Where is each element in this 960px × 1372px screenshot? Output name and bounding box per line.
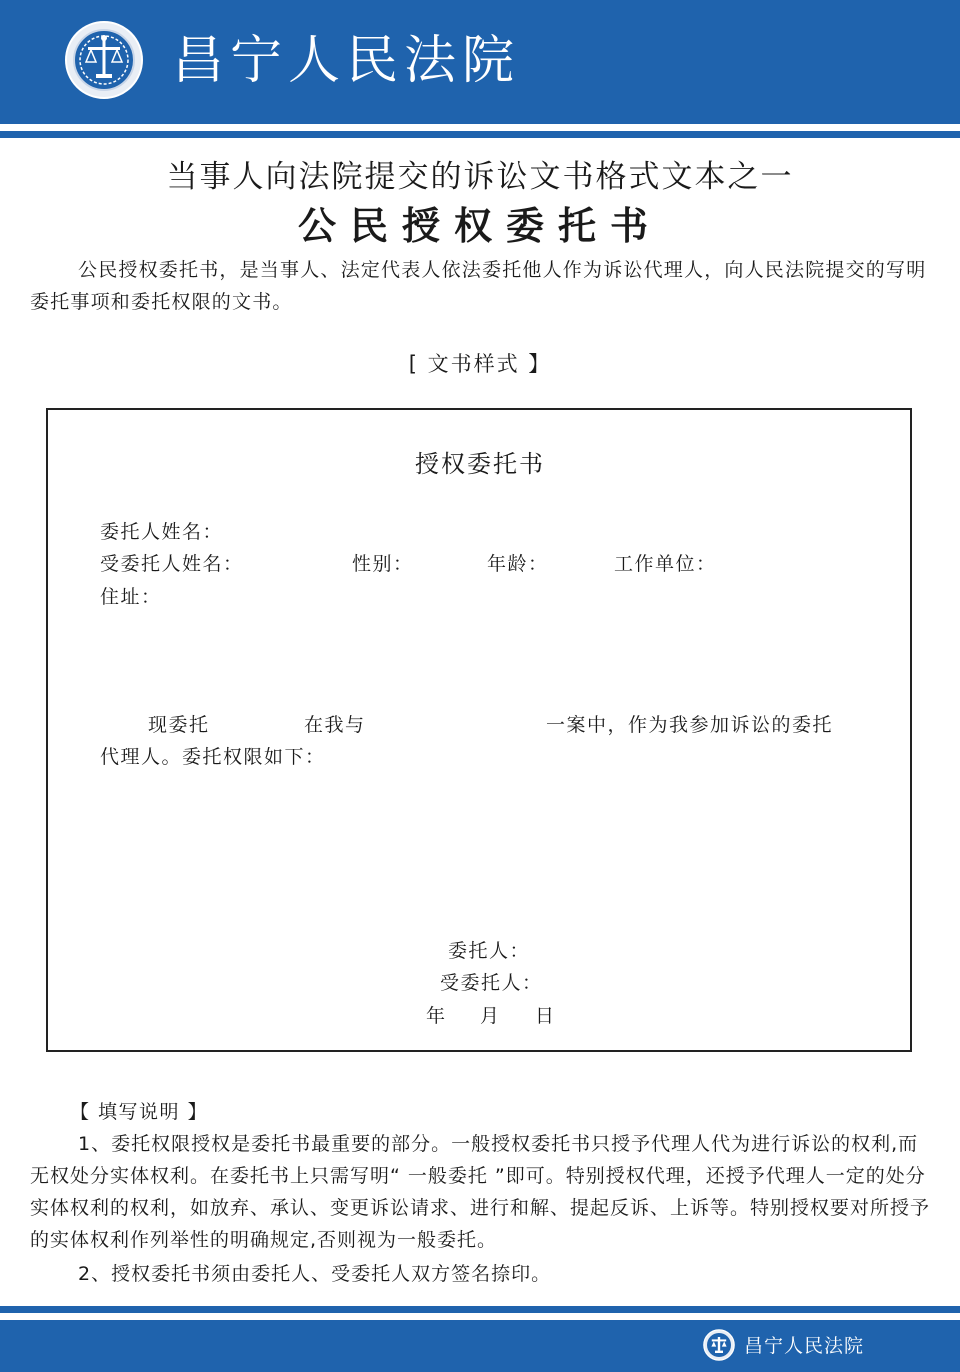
court-emblem-icon <box>64 20 144 100</box>
agent-name-field: 受委托人姓名： <box>100 553 244 575</box>
sample-label: [ 文书样式 】 <box>408 352 552 376</box>
principal-signature: 委托人： <box>448 940 531 962</box>
date-day: 日 <box>535 1005 556 1027</box>
principal-name-field: 委托人姓名： <box>100 521 224 543</box>
gender-field: 性别： <box>352 553 414 575</box>
footer-stripe <box>0 1306 960 1313</box>
form-title: 授权委托书 <box>415 450 545 478</box>
date-month: 月 <box>480 1005 501 1027</box>
header-stripe <box>0 131 960 138</box>
notes-item-2: 2、授权委托书须由委托人、受委托人双方签名捺印。 <box>78 1263 552 1285</box>
notes-item-1: 1、委托权限授权是委托书最重要的部分。一般授权委托书只授予代理人代为进行诉讼的权利,而无权处分实体权利。在委托书上只需写明“ 一般委托 ”即可。特别授权代理，还授予代理人一定的处分实体权利的权利，如放弃、承认、变更诉讼请求、进行和解、提起反诉、上诉等。特别授权要对所授予的实体权利作列举性的明确规定,否则视为一般委托。 <box>30 1133 931 1251</box>
court-name-footer: 昌宁人民法院 <box>744 1335 865 1357</box>
in-case-with-text: 在我与 <box>304 714 366 736</box>
employer-field: 工作单位： <box>614 553 717 575</box>
document-series-title: 当事人向法院提交的诉讼文书格式文本之一 <box>166 159 794 195</box>
date-year: 年 <box>426 1005 447 1027</box>
court-name-header: 昌宁人民法院 <box>172 31 521 91</box>
address-field: 住址： <box>100 586 162 608</box>
agent-signature: 受委托人： <box>440 972 543 994</box>
document-title: 公民授权委托书 <box>297 204 662 248</box>
notes-heading: 【 填写说明 】 <box>70 1101 209 1123</box>
now-entrust-text: 现委托 <box>148 714 210 736</box>
authority-scope-text: 代理人。委托权限如下： <box>100 746 326 768</box>
age-field: 年龄： <box>487 553 549 575</box>
case-clause-text: 一案中，作为我参加诉讼的委托 <box>546 714 834 736</box>
court-emblem-small-icon <box>703 1329 735 1361</box>
intro-paragraph: 公民授权委托书，是当事人、法定代表人依法委托他人作为诉讼代理人，向人民法院提交的写明委托事项和委托权限的文书。 <box>30 259 927 313</box>
